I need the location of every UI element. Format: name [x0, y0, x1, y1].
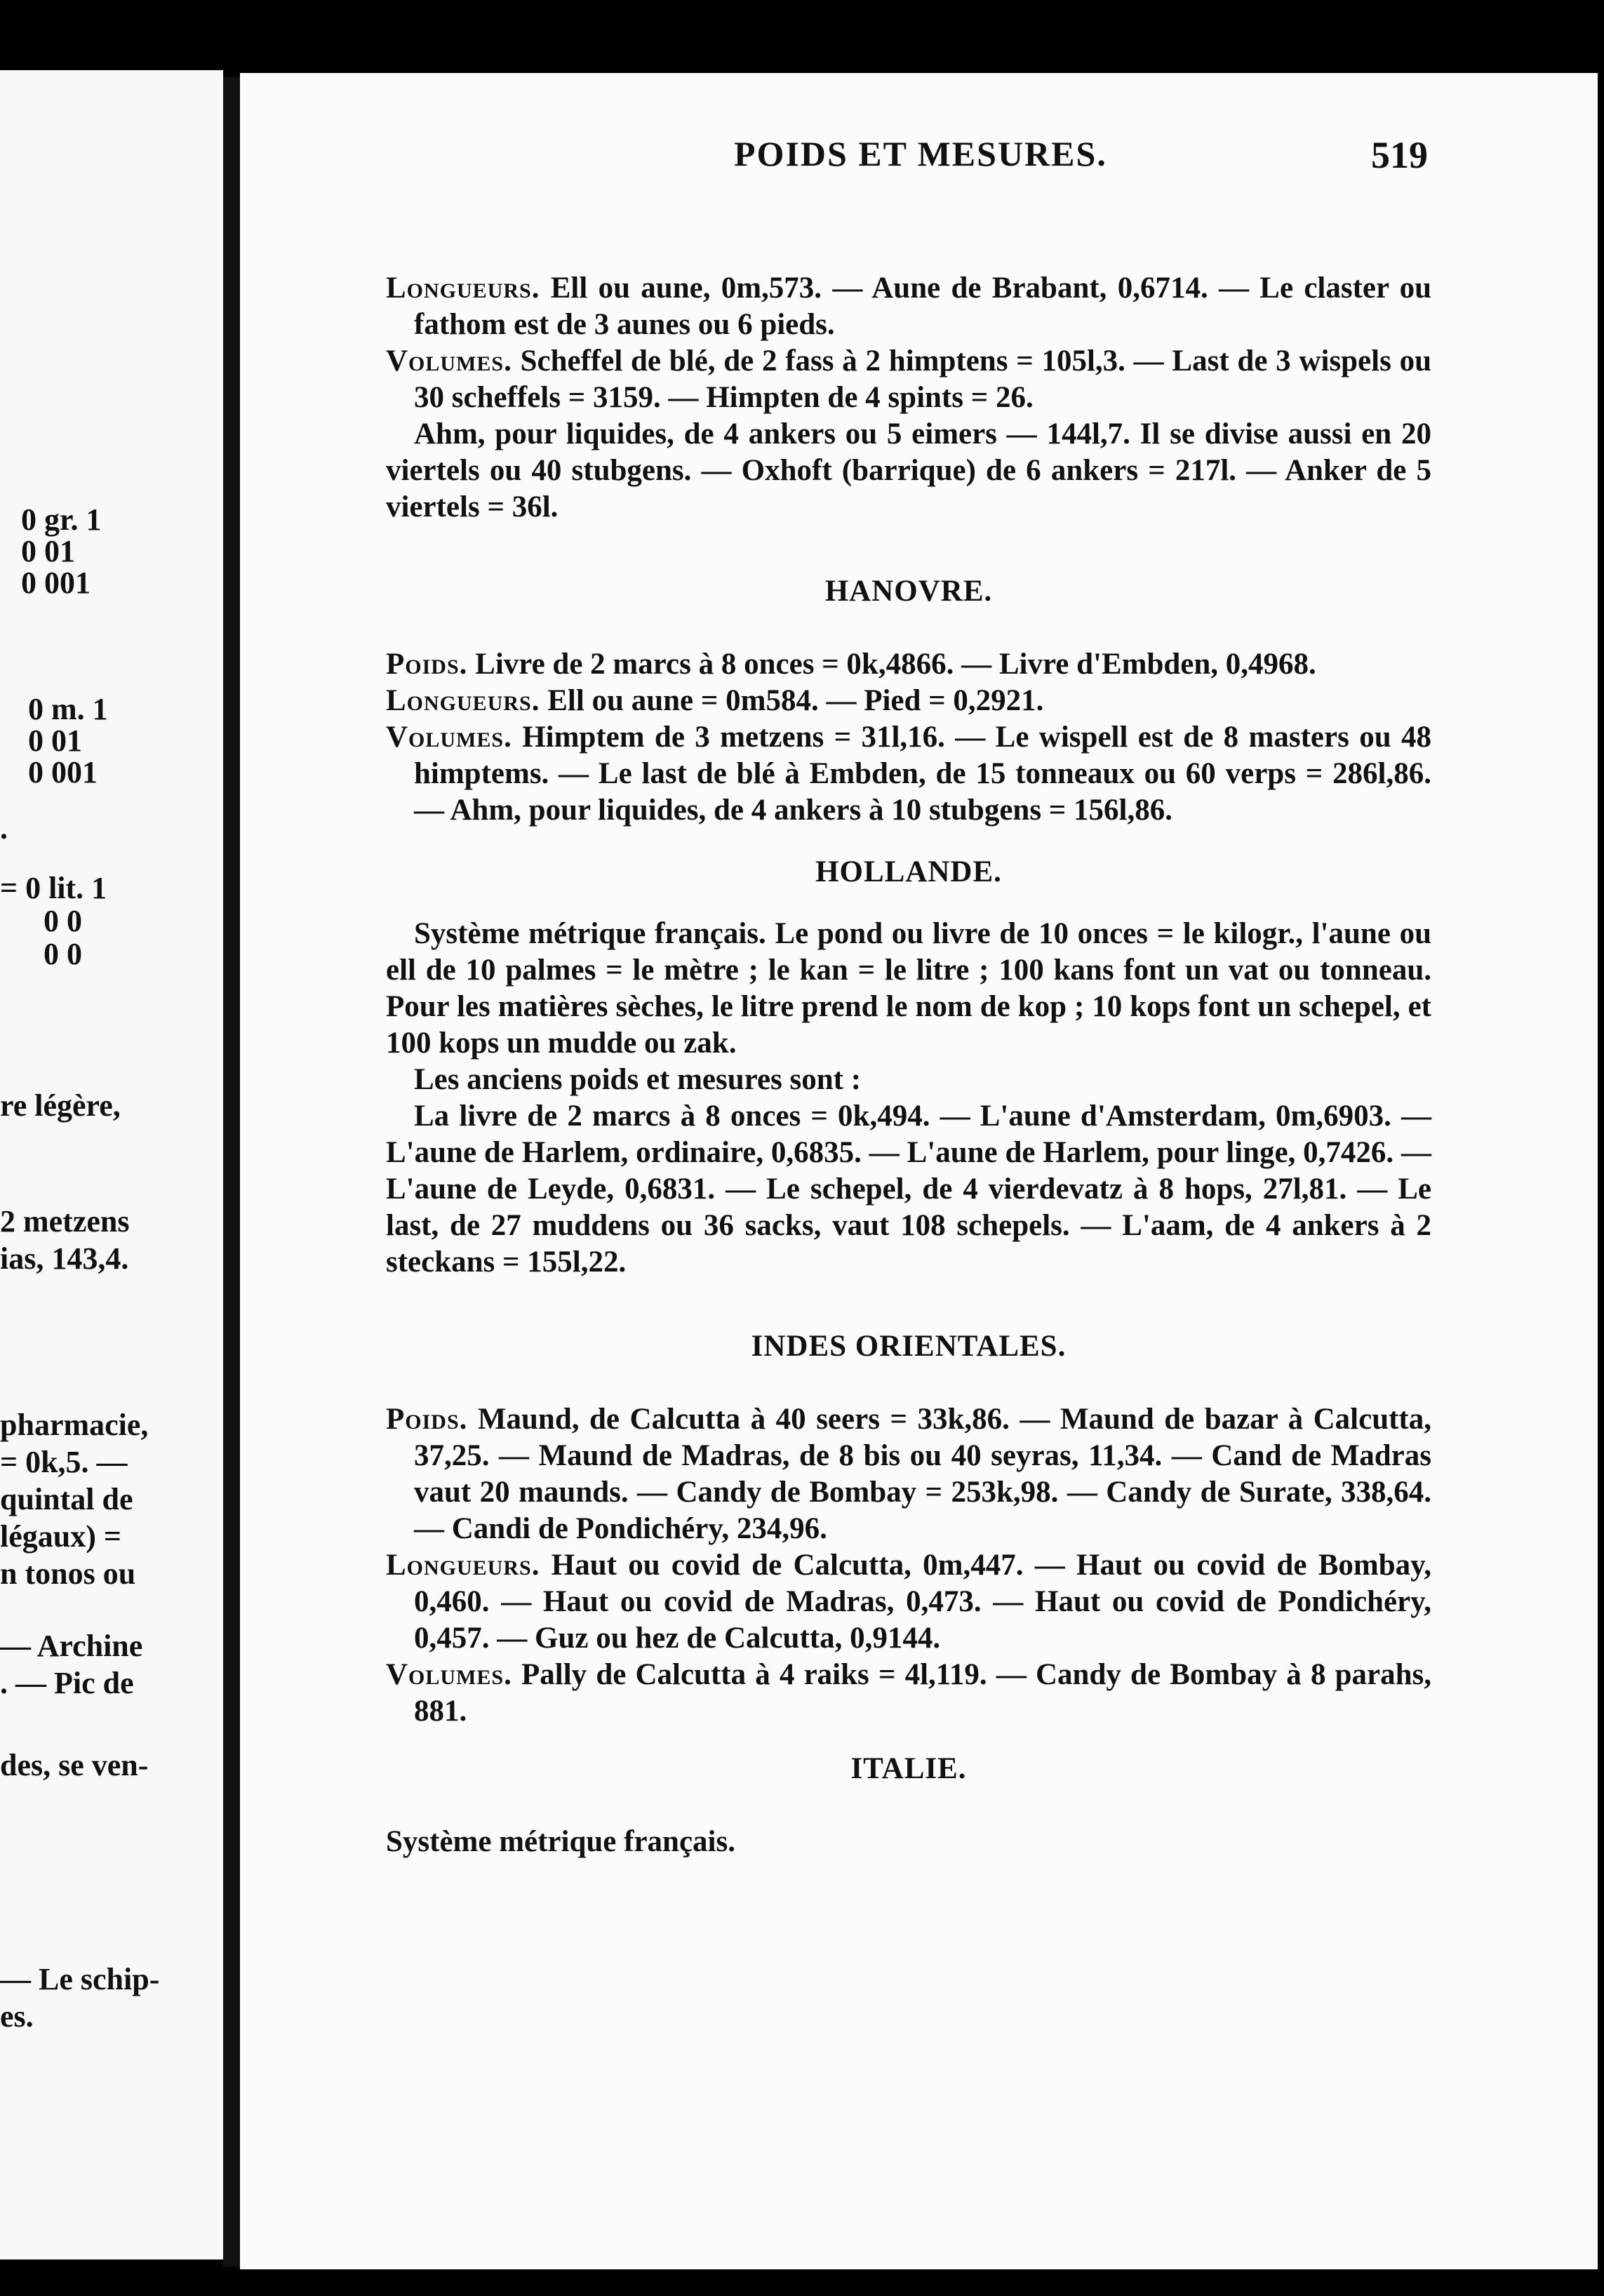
section-heading-indes: INDES ORIENTALES.: [751, 1330, 1067, 1363]
left-line: . — Pic de: [0, 1666, 134, 1700]
entry-label: Volumes.: [386, 1658, 512, 1691]
entry-ahm: Ahm, pour liquides, de 4 ankers ou 5 eimers — 144l,7. Il se divise aussi en 20 viertels ou 40 stubgens. — Oxhoft (barrique) de 6 ankers = 217l. — Anker de 5 viertels = 36l.: [386, 418, 1431, 523]
left-line: des, se ven-: [0, 1748, 149, 1782]
left-line: 2 metzens: [0, 1204, 130, 1239]
left-line: n tonos ou: [0, 1556, 136, 1591]
left-line: — Archine: [0, 1629, 143, 1663]
entry-label: Poids.: [386, 648, 468, 681]
entry-label: Volumes.: [386, 721, 512, 754]
left-line: 0 01: [21, 534, 75, 568]
left-line: 0 001: [21, 566, 91, 600]
entry-text: Haut ou covid de Calcutta, 0m,447. — Haut ou covid de Bombay, 0,460. — Haut ou covid de Madras, 0,473. — Haut ou covid de Pondichéry, 0,457. — Guz ou hez de Calcutta, 0,9144.: [414, 1549, 1432, 1655]
entry-text: Pally de Calcutta à 4 raiks = 4l,119. — Candy de Bombay à 8 parahs, 881.: [414, 1658, 1431, 1728]
left-line: 0 0: [44, 937, 82, 971]
left-line: légaux) =: [0, 1519, 121, 1554]
entry-longueurs: [386, 270, 1431, 343]
entry-text: Scheffel de blé, de 2 fass à 2 himptens = 105l,3. — Last de 3 wispels ou 30 scheffels = 3159. — Himpten de 4 spints = 26.: [414, 345, 1431, 414]
italie-text: Système métrique français.: [386, 1825, 735, 1858]
section-heading-hollande: HOLLANDE.: [815, 855, 1002, 888]
left-line: 0 gr. 1: [21, 502, 102, 537]
entry-text: Livre de 2 marcs à 8 onces = 0k,4866. — Livre d'Embden, 0,4968.: [475, 648, 1316, 681]
page-content: [386, 270, 1431, 1860]
running-header: POIDS ET MESURES.: [734, 134, 1107, 173]
left-line: quintal de: [0, 1482, 133, 1516]
left-page-fragment: [0, 70, 223, 2260]
left-line: = 0k,5. —: [0, 1445, 128, 1479]
entry-text: Ell ou aune, 0m,573. — Aune de Brabant, 0,6714. — Le claster ou fathom est de 3 aunes ou 6 pieds.: [414, 272, 1431, 341]
left-line: 0 m. 1: [28, 692, 108, 726]
left-line: 0 0: [44, 904, 82, 938]
entry-label: Longueurs.: [386, 272, 540, 305]
section-heading-hanovre: HANOVRE.: [824, 575, 993, 608]
left-line: re légère,: [0, 1088, 121, 1123]
section-heading-italie: ITALIE.: [850, 1752, 967, 1785]
entry-longueurs: [386, 683, 1431, 719]
hollande-intro: Système métrique français. Le pond ou livre de 10 onces = le kilogr., l'aune ou ell de 10 palmes = le mètre ; le kan = le litre ; 100 kans font un vat ou tonneau. Pour les matières sèches, le litre prend le nom de kop ; 10 kops font un schepel, et 100 kops un mudde ou zak.: [386, 917, 1431, 1060]
entry-poids: [386, 646, 1431, 683]
left-line: — Le schip-: [0, 1962, 160, 1996]
left-line: = 0 lit. 1: [0, 871, 107, 905]
left-line: 0 001: [28, 755, 98, 789]
entry-volumes: [386, 719, 1431, 829]
entry-label: Longueurs.: [386, 1549, 540, 1582]
hollande-details: La livre de 2 marcs à 8 onces = 0k,494. — L'aune d'Amsterdam, 0m,6903. — L'aune de Harlem, ordinaire, 0,6835. — L'aune de Harlem, pour linge, 0,7426. — L'aune de Leyde, 0,6831. — Le schepel, de 4 vierdevatz à 8 hops, 27l,81. — Le last, de 27 muddens ou 36 sacks, vaut 108 schepels. — L'aam, de 4 ankers à 2 steckans = 155l,22.: [386, 1100, 1431, 1279]
entry-text: Himptem de 3 metzens = 31l,16. — Le wispell est de 8 masters ou 48 himptems. — Le last de blé à Embden, de 15 tonneaux ou 60 verps = 286l,86. — Ahm, pour liquides, de 4 ankers à 10 stubgens = 156l,86.: [414, 721, 1431, 827]
entry-label: Volumes.: [386, 345, 512, 378]
entry-label: Longueurs.: [386, 684, 540, 717]
page-gutter: [223, 77, 240, 2267]
entry-longueurs: [386, 1547, 1431, 1657]
left-line: .: [0, 811, 8, 846]
entry-volumes: [386, 343, 1431, 416]
entry-text: Maund, de Calcutta à 40 seers = 33k,86. — Maund de bazar à Calcutta, 37,25. — Maund de Madras, de 8 bis ou 40 seyras, 11,34. — Cand de Madras vaut 20 maunds. — Candy de Bombay = 253k,98. — Candy de Surate, 338,64. — Candi de Pondichéry, 234,96.: [414, 1403, 1431, 1545]
left-line: es.: [0, 1999, 34, 2034]
left-line: pharmacie,: [0, 1408, 149, 1442]
page-number: 519: [1371, 134, 1428, 176]
hollande-anciens: Les anciens poids et mesures sont :: [414, 1063, 862, 1096]
entry-text: Ell ou aune = 0m584. — Pied = 0,2921.: [547, 684, 1044, 717]
entry-label: Poids.: [386, 1403, 468, 1436]
left-line: 0 01: [28, 723, 82, 758]
entry-poids: [386, 1401, 1431, 1547]
entry-volumes: [386, 1657, 1431, 1730]
left-line: ias, 143,4.: [0, 1241, 129, 1276]
